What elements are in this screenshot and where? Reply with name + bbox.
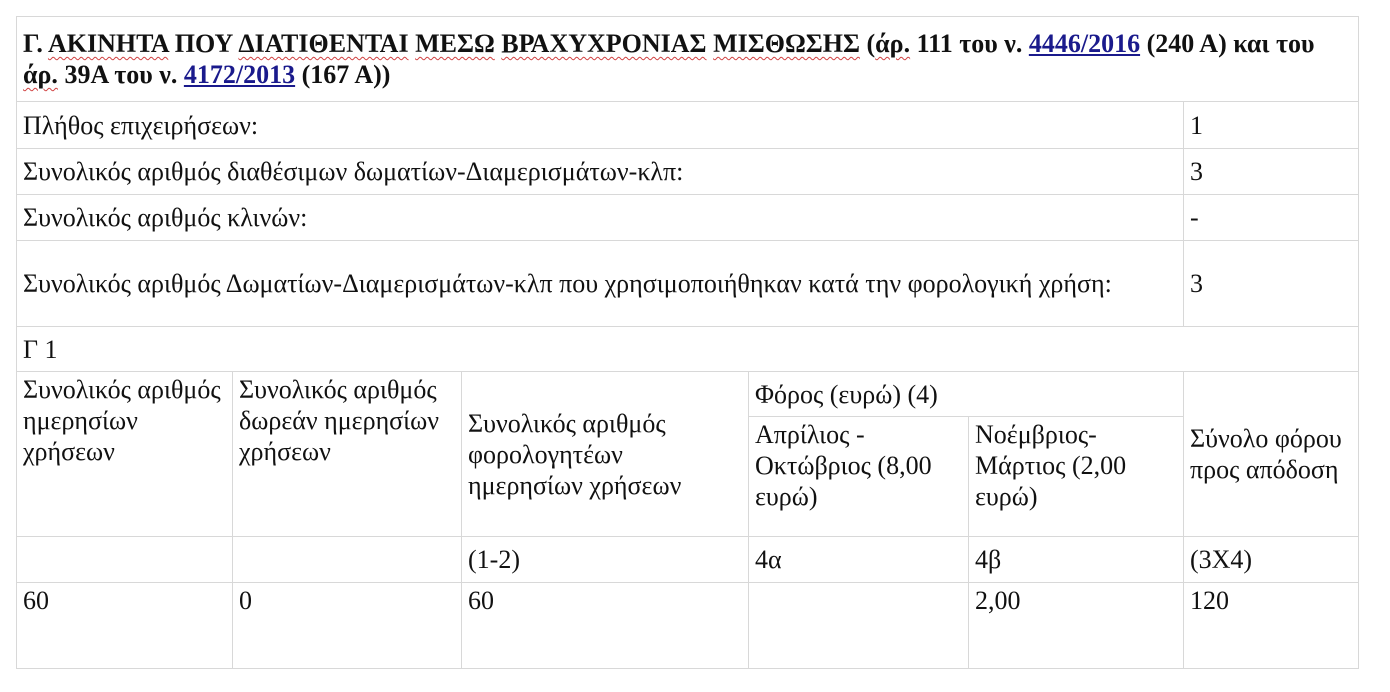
formula-cell: 4β xyxy=(969,537,1184,583)
row-value: - xyxy=(1184,195,1359,241)
formula-cell xyxy=(17,537,233,583)
summary-row-businesses xyxy=(17,102,1359,149)
col-header-daily-uses: Συνολικός αριθμός ημερησίων χρήσεων xyxy=(17,372,233,537)
tax-table xyxy=(16,16,1359,669)
section-header: Γ. ΑΚΙΝΗΤΑ ΠΟΥ ΔΙΑΤΙΘΕΝΤΑΙ ΜΕΣΩ ΒΡΑΧΥΧΡΟΝΙΑΣ ΜΙΣΘΩΣΗΣ (άρ. 111 του ν. 4446/2016 (240 Α) και του άρ. 39Α του ν. 4172/2013 (167 Α)) xyxy=(17,17,1359,102)
formula-cell: (3Χ4) xyxy=(1184,537,1359,583)
formula-cell: 4α xyxy=(749,537,969,583)
section-label: Γ 1 xyxy=(17,327,1359,372)
col-header-november-march: Νοέμβριος-Μάρτιος (2,00 ευρώ) xyxy=(969,417,1184,537)
data-row xyxy=(17,583,1359,669)
data-cell: 120 xyxy=(1184,583,1359,669)
formula-cell: (1-2) xyxy=(462,537,749,583)
data-cell: 60 xyxy=(17,583,233,669)
row-label: Συνολικός αριθμός κλινών: xyxy=(17,195,1184,241)
formula-cell xyxy=(233,537,462,583)
summary-row-used-rooms xyxy=(17,241,1359,327)
row-value: 3 xyxy=(1184,149,1359,195)
law-link-4172-2013[interactable]: 4172/2013 xyxy=(183,60,296,89)
data-cell: 2,00 xyxy=(969,583,1184,669)
col-header-free-uses: Συνολικός αριθμός δωρεάν ημερησίων χρήσεων xyxy=(233,372,462,537)
law-link-4446-2016[interactable]: 4446/2016 xyxy=(1028,29,1141,58)
row-value: 3 xyxy=(1184,241,1359,327)
row-label: Συνολικός αριθμός Δωματίων-Διαμερισμάτων-κλπ που χρησιμοποιήθηκαν κατά την φορολογική χρήση: xyxy=(17,241,1184,327)
col-header-april-october: Απρίλιος - Οκτώβριος (8,00 ευρώ) xyxy=(749,417,969,537)
data-cell xyxy=(749,583,969,669)
summary-row-rooms xyxy=(17,149,1359,195)
row-value: 1 xyxy=(1184,102,1359,149)
summary-row-beds xyxy=(17,195,1359,241)
col-header-taxable-uses: Συνολικός αριθμός φορολογητέων ημερησίων χρήσεων xyxy=(462,372,749,537)
data-cell: 0 xyxy=(233,583,462,669)
row-label: Συνολικός αριθμός διαθέσιμων δωματίων-Διαμερισμάτων-κλπ: xyxy=(17,149,1184,195)
col-header-total-tax: Σύνολο φόρου προς απόδοση xyxy=(1184,372,1359,537)
row-label: Πλήθος επιχειρήσεων: xyxy=(17,102,1184,149)
formula-row xyxy=(17,537,1359,583)
col-header-tax-group: Φόρος (ευρώ) (4) xyxy=(749,372,1184,417)
data-cell: 60 xyxy=(462,583,749,669)
